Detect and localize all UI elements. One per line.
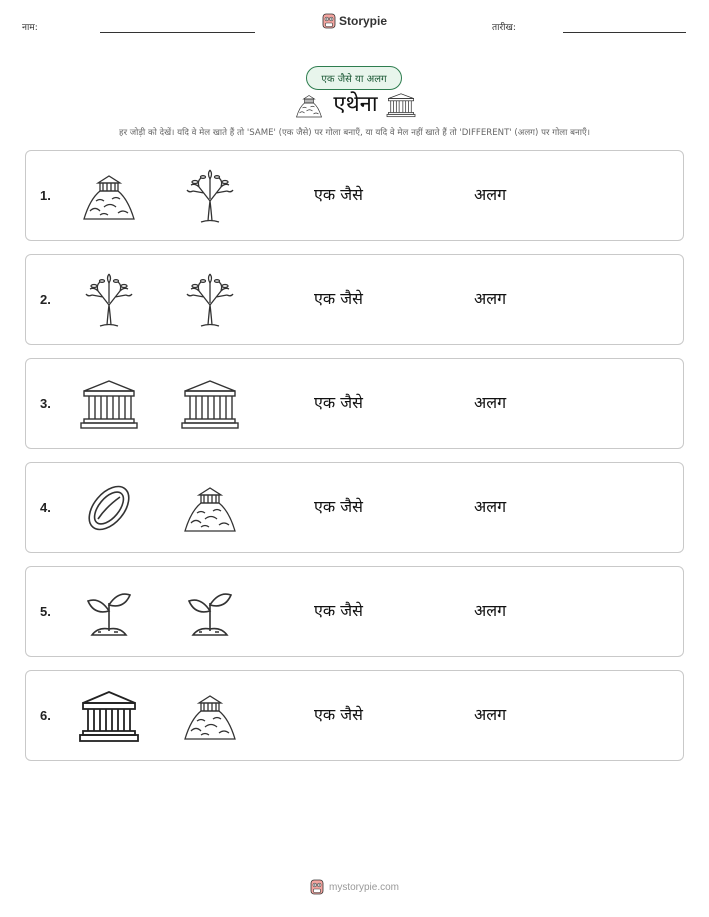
pair-right-image — [179, 477, 241, 537]
option-different[interactable]: अलग — [474, 289, 507, 308]
storypie-mascot-icon — [322, 13, 336, 29]
pair-right-image — [179, 685, 241, 745]
footer-site-link[interactable]: mystorypie.com — [328, 881, 399, 893]
worksheet-type-badge: एक जैसे या अलग — [306, 66, 402, 90]
name-label: नाम: — [22, 23, 38, 33]
page-title — [0, 88, 709, 122]
option-same[interactable]: एक जैसे — [314, 601, 363, 620]
question-number: 4. — [40, 500, 51, 515]
brand-name: Storypie — [339, 14, 388, 28]
option-different[interactable]: अलग — [474, 497, 507, 516]
name-line[interactable] — [100, 32, 255, 33]
pair-left-image — [78, 477, 140, 537]
acropolis-hill-icon — [78, 165, 140, 225]
date-line[interactable] — [563, 32, 686, 33]
acropolis-hill-icon — [179, 477, 241, 537]
pair-right-image — [179, 269, 241, 329]
greek-temple-icon — [179, 373, 241, 433]
option-same[interactable]: एक जैसे — [314, 289, 363, 308]
footer — [0, 879, 709, 895]
question-row-3 — [25, 358, 684, 449]
greek-temple-icon — [78, 373, 140, 433]
option-different[interactable]: अलग — [474, 705, 507, 724]
pair-left-image — [78, 581, 140, 641]
sprout-icon — [78, 581, 140, 641]
option-same[interactable]: एक जैसे — [314, 393, 363, 412]
option-same[interactable]: एक जैसे — [314, 185, 363, 204]
question-row-4 — [25, 462, 684, 553]
question-number: 5. — [40, 604, 51, 619]
acropolis-hill-icon — [179, 685, 241, 745]
date-label: तारीख: — [492, 23, 516, 33]
question-row-2 — [25, 254, 684, 345]
option-same[interactable]: एक जैसे — [314, 705, 363, 724]
pair-left-image — [78, 373, 140, 433]
question-number: 2. — [40, 292, 51, 307]
brand-logo — [322, 13, 387, 29]
pair-right-image — [179, 373, 241, 433]
storypie-mascot-icon — [310, 879, 324, 895]
instructions: हर जोड़ी को देखें। यदि वे मेल खाते हैं तो 'SAME' (एक जैसे) पर गोला बनाएँ, या यदि वे मेल नहीं खाते हैं तो 'DIFFERENT' (अलग) पर गोला बनाएँ। — [119, 128, 590, 138]
olive-icon — [78, 477, 140, 537]
greek-temple-icon — [78, 685, 140, 745]
pair-left-image — [78, 269, 140, 329]
question-number: 1. — [40, 188, 51, 203]
pair-left-image — [78, 165, 140, 225]
acropolis-hill-icon — [293, 90, 325, 120]
greek-temple-icon — [386, 91, 416, 119]
pair-left-image — [78, 685, 140, 745]
option-same[interactable]: एक जैसे — [314, 497, 363, 516]
title-text: एथेना — [333, 92, 378, 117]
sprout-icon — [179, 581, 241, 641]
option-different[interactable]: अलग — [474, 393, 507, 412]
question-number: 6. — [40, 708, 51, 723]
pair-right-image — [179, 165, 241, 225]
pair-right-image — [179, 581, 241, 641]
question-row-5 — [25, 566, 684, 657]
option-different[interactable]: अलग — [474, 601, 507, 620]
option-different[interactable]: अलग — [474, 185, 507, 204]
olive-tree-icon — [78, 269, 140, 329]
question-number: 3. — [40, 396, 51, 411]
question-row-1 — [25, 150, 684, 241]
olive-tree-icon — [179, 269, 241, 329]
olive-tree-icon — [179, 165, 241, 225]
question-row-6 — [25, 670, 684, 761]
